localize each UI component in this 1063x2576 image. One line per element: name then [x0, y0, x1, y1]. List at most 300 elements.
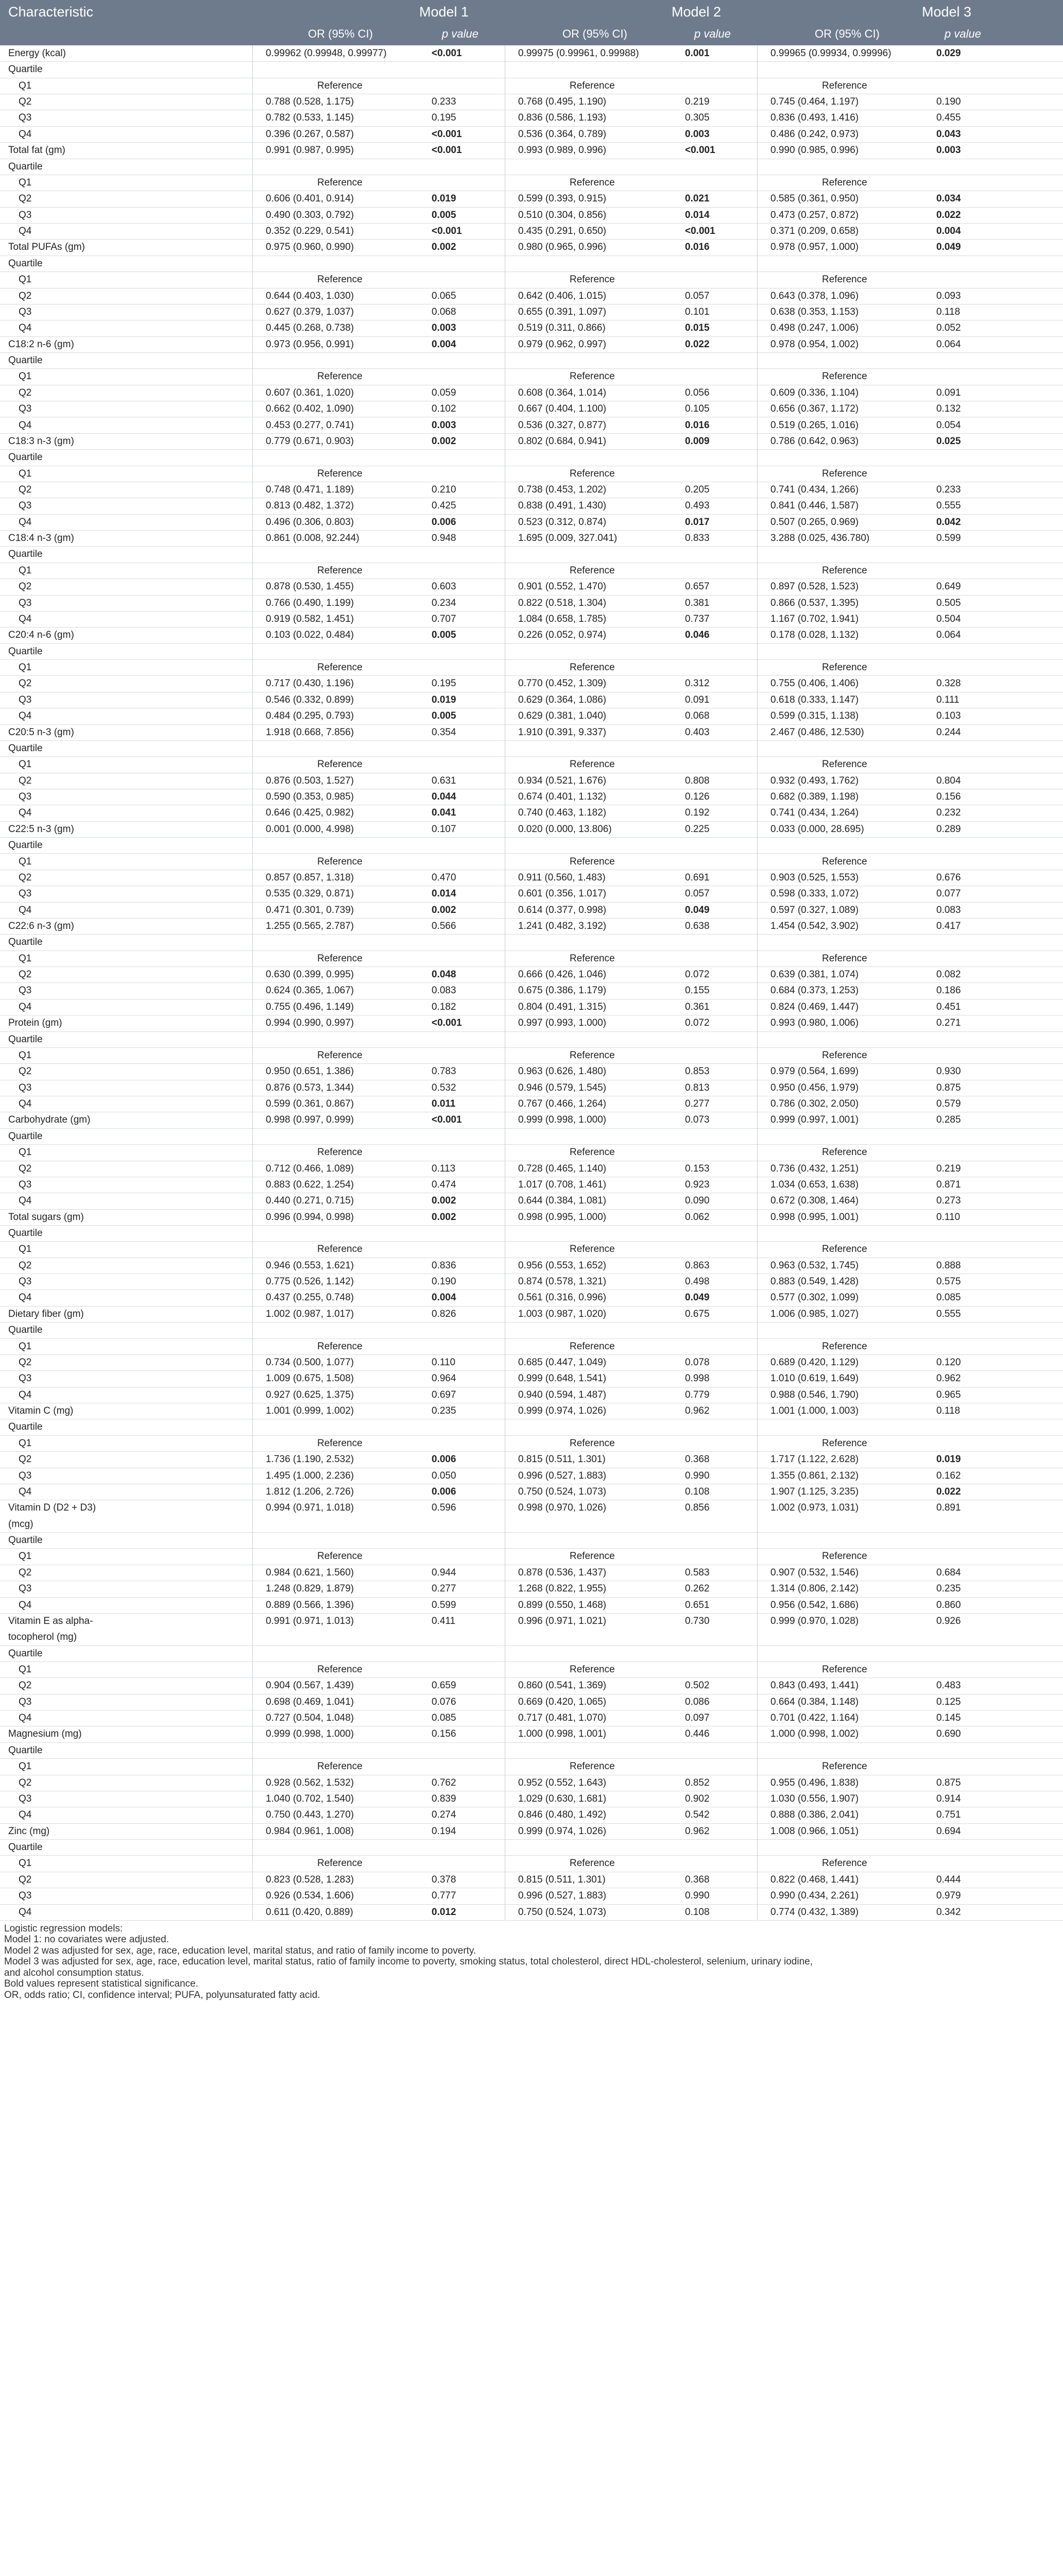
column-divider	[252, 1855, 253, 1871]
column-divider	[252, 659, 253, 675]
column-divider	[757, 1613, 758, 1646]
table-row	[0, 304, 1063, 320]
column-divider	[252, 223, 253, 239]
p-value-model-3: 0.120	[936, 1357, 961, 1368]
column-divider	[252, 1742, 253, 1758]
table-row	[0, 708, 1063, 724]
p-value-model-3: 0.004	[936, 226, 961, 237]
p-value-model-1: 0.210	[432, 484, 456, 495]
table-row	[0, 563, 1063, 579]
or-ci-model-2: 0.963 (0.626, 1.480)	[518, 1066, 607, 1077]
p-value-model-1: 0.532	[432, 1082, 456, 1093]
or-ci-model-3: 0.963 (0.532, 1.745)	[770, 1260, 859, 1271]
quartile-level: Q3	[19, 597, 32, 608]
table-row	[0, 1370, 1063, 1387]
or-ci-model-2: 0.899 (0.550, 1.468)	[518, 1599, 607, 1611]
column-divider	[252, 1872, 253, 1888]
p-value-model-1: 0.006	[432, 1454, 456, 1465]
p-value-model-1: 0.836	[432, 1260, 456, 1271]
or-ci-model-1: Reference	[317, 1761, 363, 1772]
table-row	[0, 886, 1063, 902]
p-value-model-3: 0.444	[936, 1874, 961, 1885]
or-ci-model-2: Reference	[570, 1551, 615, 1562]
column-divider	[252, 498, 253, 514]
table-row	[0, 1532, 1063, 1549]
variable-label: C18:2 n-6 (gm)	[8, 338, 74, 350]
or-ci-model-3: Reference	[822, 1664, 867, 1675]
p-value-model-2: 0.108	[685, 1906, 710, 1918]
or-ci-model-1: 1.812 (1.206, 2.726)	[266, 1486, 354, 1497]
or-ci-model-2: 0.822 (0.518, 1.304)	[518, 597, 607, 608]
variable-label: Total sugars (gm)	[8, 1211, 84, 1223]
p-value-model-3: 0.125	[936, 1696, 961, 1707]
p-value-model-2: 0.022	[685, 338, 710, 350]
or-ci-model-2: 1.000 (0.998, 1.001)	[518, 1728, 607, 1740]
column-divider	[252, 1758, 253, 1774]
or-ci-model-1: 1.002 (0.987, 1.017)	[266, 1308, 354, 1319]
p-value-model-1: 0.697	[432, 1389, 456, 1400]
p-value-model-3: 0.083	[936, 904, 961, 916]
quartile-level: Q4	[19, 1713, 32, 1724]
or-ci-model-3: 2.467 (0.486, 12.530)	[770, 726, 864, 738]
or-ci-model-1: 0.946 (0.553, 1.621)	[266, 1260, 354, 1271]
column-divider	[757, 1855, 758, 1871]
table-row	[0, 756, 1063, 773]
table-row	[0, 1354, 1063, 1371]
or-ci-model-1: Reference	[317, 953, 363, 964]
p-value-model-1: 0.102	[432, 403, 456, 415]
or-ci-model-3: 0.956 (0.542, 1.686)	[770, 1599, 859, 1611]
or-ci-model-1: Reference	[317, 1147, 363, 1158]
column-divider	[757, 1597, 758, 1613]
or-ci-model-2: 0.601 (0.356, 1.017)	[518, 888, 607, 900]
p-value-model-2: 0.502	[685, 1680, 710, 1691]
p-value-model-2: 0.056	[685, 387, 710, 398]
or-ci-model-1: Reference	[317, 1437, 363, 1449]
column-divider	[252, 1451, 253, 1467]
table-row	[0, 951, 1063, 967]
table-row	[0, 1225, 1063, 1242]
p-value-model-1: 0.596	[432, 1502, 456, 1514]
column-divider	[757, 401, 758, 417]
or-ci-model-2: 0.536 (0.327, 0.877)	[518, 419, 607, 431]
column-divider	[252, 1419, 253, 1435]
column-divider	[757, 1338, 758, 1354]
or-ci-model-2: Reference	[570, 1664, 615, 1675]
or-ci-model-3: 0.599 (0.315, 1.138)	[770, 710, 859, 722]
p-value-model-3: 0.118	[936, 306, 961, 317]
table-row	[0, 175, 1063, 191]
column-divider	[252, 1646, 253, 1662]
column-divider	[252, 595, 253, 611]
p-value-model-3: 0.235	[936, 1583, 961, 1595]
or-ci-model-1: Reference	[317, 759, 363, 770]
or-ci-model-2: Reference	[570, 274, 615, 285]
or-ci-model-2: Reference	[570, 856, 615, 867]
or-ci-model-1: Reference	[317, 1664, 363, 1675]
table-row	[0, 724, 1063, 741]
column-divider	[757, 1662, 758, 1677]
or-ci-model-1: 1.001 (0.999, 1.002)	[266, 1405, 354, 1417]
or-ci-model-1: Reference	[317, 1244, 363, 1255]
quartile-level: Q4	[19, 128, 32, 140]
variable-label: C18:4 n-3 (gm)	[8, 533, 74, 544]
or-ci-model-3: Reference	[822, 856, 867, 867]
p-value-model-3: 0.103	[936, 710, 961, 722]
or-ci-model-3: 1.167 (0.702, 1.941)	[770, 613, 859, 624]
table-row	[0, 126, 1063, 143]
column-divider	[252, 94, 253, 110]
or-ci-model-3: Reference	[822, 1244, 867, 1255]
table-row	[0, 1451, 1063, 1468]
column-divider	[252, 951, 253, 967]
or-ci-model-3: 0.701 (0.422, 1.164)	[770, 1713, 859, 1724]
p-value-model-2: 0.016	[685, 242, 710, 253]
or-ci-model-2: 0.804 (0.491, 1.315)	[518, 1001, 607, 1012]
or-ci-model-3: 1.001 (1.000, 1.003)	[770, 1405, 859, 1417]
column-divider	[252, 1468, 253, 1484]
column-divider	[757, 1015, 758, 1031]
or-ci-model-1: 0.994 (0.990, 0.997)	[266, 1018, 354, 1029]
quartile-level: Q4	[19, 613, 32, 624]
or-ci-model-1: 0.975 (0.960, 0.990)	[266, 242, 354, 253]
column-divider	[252, 336, 253, 352]
or-ci-model-2: 1.003 (0.987, 1.020)	[518, 1308, 607, 1319]
or-ci-model-1: 1.918 (0.668, 7.856)	[266, 726, 354, 738]
p-value-model-3: 0.232	[936, 807, 961, 819]
quartile-level: Q2	[19, 581, 32, 592]
p-value-model-3: 0.085	[936, 1292, 961, 1303]
column-divider	[252, 45, 253, 61]
column-divider	[757, 821, 758, 837]
column-divider	[252, 854, 253, 870]
or-ci-model-1: 1.040 (0.702, 1.540)	[266, 1793, 354, 1804]
or-ci-model-3: 0.664 (0.384, 1.148)	[770, 1696, 859, 1707]
table-row	[0, 546, 1063, 563]
column-divider	[757, 385, 758, 401]
quartile-label: Quartile	[8, 1033, 43, 1045]
p-value-model-1: 0.065	[432, 290, 456, 301]
p-value-model-3: 0.219	[936, 1163, 961, 1174]
column-divider	[757, 449, 758, 465]
column-divider	[252, 708, 253, 724]
column-divider	[757, 1047, 758, 1063]
or-ci-model-1: 0.984 (0.621, 1.560)	[266, 1567, 354, 1578]
or-ci-model-3: Reference	[822, 1858, 867, 1869]
column-divider	[757, 1031, 758, 1047]
or-ci-model-3: 1.008 (0.966, 1.051)	[770, 1825, 859, 1837]
table-header-row-1	[0, 0, 1063, 24]
p-value-model-3: 0.926	[936, 1615, 961, 1626]
p-value-model-1: 0.233	[432, 96, 456, 108]
column-divider	[757, 1080, 758, 1096]
column-divider	[757, 1758, 758, 1774]
or-ci-model-1: Reference	[317, 80, 363, 91]
or-ci-model-3: 0.498 (0.247, 1.006)	[770, 323, 859, 334]
table-row	[0, 1791, 1063, 1807]
or-ci-model-2: 0.020 (0.000, 13.806)	[518, 823, 612, 835]
column-divider	[252, 320, 253, 336]
p-value-model-2: 0.853	[685, 1066, 710, 1077]
or-ci-model-2: 0.911 (0.560, 1.483)	[518, 872, 606, 883]
p-value-model-1: <0.001	[432, 226, 462, 237]
column-divider	[252, 740, 253, 756]
column-divider	[252, 1597, 253, 1613]
or-ci-model-2: 0.997 (0.993, 1.000)	[518, 1018, 607, 1029]
or-ci-model-1: Reference	[317, 1049, 363, 1061]
table-row	[0, 159, 1063, 175]
p-value-model-1: 0.012	[432, 1906, 456, 1918]
column-divider	[757, 239, 758, 255]
or-ci-model-1: 0.876 (0.503, 1.527)	[266, 775, 354, 786]
table-row	[0, 1662, 1063, 1678]
p-value-model-1: 0.195	[432, 678, 456, 689]
or-ci-model-2: 0.901 (0.552, 1.470)	[518, 581, 607, 592]
or-ci-model-2: 0.996 (0.527, 1.883)	[518, 1890, 607, 1902]
or-ci-model-3: 0.883 (0.549, 1.428)	[770, 1276, 859, 1287]
quartile-level: Q1	[19, 953, 32, 964]
p-value-model-3: 0.285	[936, 1114, 961, 1126]
column-divider	[252, 1112, 253, 1128]
p-value-model-3: 0.504	[936, 613, 961, 624]
footnote-line: Model 2 was adjusted for sex, age, race, education level, marital status, and ratio of family income to poverty.	[4, 1945, 476, 1956]
column-divider	[757, 611, 758, 627]
table-row	[0, 1646, 1063, 1662]
or-ci-model-3: Reference	[822, 371, 867, 382]
quartile-label: Quartile	[8, 452, 43, 463]
or-ci-model-2: 0.878 (0.536, 1.437)	[518, 1567, 607, 1578]
column-divider	[252, 368, 253, 384]
column-divider	[252, 1128, 253, 1144]
or-ci-model-1: 0.606 (0.401, 0.914)	[266, 193, 354, 205]
p-value-model-1: 0.006	[432, 516, 456, 528]
or-ci-model-1: 1.495 (1.000, 2.236)	[266, 1470, 354, 1481]
table-row	[0, 1209, 1063, 1226]
column-divider	[757, 579, 758, 595]
p-value-model-2: 0.277	[685, 1098, 710, 1110]
quartile-level: Q4	[19, 1599, 32, 1611]
or-ci-model-3: 0.745 (0.464, 1.197)	[770, 96, 859, 108]
column-divider	[757, 1484, 758, 1500]
column-divider	[252, 934, 253, 950]
column-divider	[252, 1403, 253, 1419]
table-row	[0, 789, 1063, 805]
column-divider	[252, 1370, 253, 1386]
or-ci-model-3: 0.907 (0.532, 1.546)	[770, 1567, 859, 1578]
quartile-level: Q2	[19, 1680, 32, 1691]
quartile-level: Q3	[19, 985, 32, 996]
table-row	[0, 239, 1063, 256]
or-ci-model-2: 0.836 (0.586, 1.193)	[518, 112, 607, 124]
p-value-model-1: 0.002	[432, 1195, 456, 1207]
column-divider	[757, 61, 758, 77]
or-ci-model-3: Reference	[822, 177, 867, 188]
table-row	[0, 272, 1063, 288]
column-divider	[757, 1565, 758, 1581]
p-value-model-2: 0.312	[685, 678, 710, 689]
or-ci-model-1: 0.857 (0.857, 1.318)	[266, 872, 354, 883]
or-ci-model-2: 0.999 (0.648, 1.541)	[518, 1373, 607, 1384]
or-ci-model-3: 1.314 (0.806, 2.142)	[770, 1583, 859, 1595]
p-value-model-3: 0.575	[936, 1276, 961, 1287]
p-value-model-3: 0.930	[936, 1066, 961, 1077]
p-value-model-3: 0.694	[936, 1825, 961, 1837]
column-divider	[757, 368, 758, 384]
or-ci-model-1: 0.904 (0.567, 1.439)	[266, 1680, 354, 1691]
p-value-model-1: 0.005	[432, 710, 456, 722]
or-ci-model-2: 0.599 (0.393, 0.915)	[518, 193, 607, 205]
quartile-level: Q3	[19, 306, 32, 317]
table-row	[0, 142, 1063, 159]
quartile-level: Q4	[19, 904, 32, 916]
quartile-label: Quartile	[8, 161, 43, 172]
column-divider	[252, 1338, 253, 1354]
column-divider	[757, 78, 758, 94]
or-ci-model-2: 0.999 (0.974, 1.026)	[518, 1405, 607, 1417]
header-p-2: p value	[694, 27, 731, 40]
quartile-level: Q1	[19, 565, 32, 576]
p-value-model-1: 0.002	[432, 242, 456, 253]
column-divider	[757, 1419, 758, 1435]
or-ci-model-3: 0.978 (0.954, 1.002)	[770, 338, 859, 350]
p-value-model-1: 0.085	[432, 1713, 456, 1724]
or-ci-model-2: 0.999 (0.998, 1.000)	[518, 1114, 607, 1126]
column-divider	[757, 1177, 758, 1193]
or-ci-model-3: 0.736 (0.432, 1.251)	[770, 1163, 859, 1174]
p-value-model-3: 0.751	[936, 1809, 961, 1821]
column-divider	[252, 1839, 253, 1855]
column-divider	[252, 1710, 253, 1726]
p-value-model-3: 0.417	[936, 920, 961, 931]
header-model-3: Model 3	[922, 4, 972, 20]
column-divider	[252, 756, 253, 772]
or-ci-model-2: 0.874 (0.578, 1.321)	[518, 1276, 607, 1287]
or-ci-model-3: 0.841 (0.446, 1.587)	[770, 500, 859, 512]
p-value-model-3: 0.233	[936, 484, 961, 495]
or-ci-model-3: 0.672 (0.308, 1.464)	[770, 1195, 859, 1207]
or-ci-model-1: 0.717 (0.430, 1.196)	[266, 678, 354, 689]
quartile-label: Quartile	[8, 1535, 43, 1546]
column-divider	[252, 514, 253, 530]
p-value-model-1: 0.274	[432, 1809, 456, 1821]
quartile-label: Quartile	[8, 1325, 43, 1336]
column-divider	[757, 999, 758, 1015]
column-divider	[757, 1370, 758, 1386]
p-value-model-2: 0.808	[685, 775, 710, 786]
p-value-model-3: 0.064	[936, 630, 961, 641]
p-value-model-1: <0.001	[432, 48, 462, 59]
p-value-model-2: 0.014	[685, 209, 710, 221]
table-row	[0, 1322, 1063, 1338]
quartile-level: Q3	[19, 1179, 32, 1190]
column-divider	[757, 1354, 758, 1370]
or-ci-model-1: 0.437 (0.255, 0.748)	[266, 1292, 354, 1303]
table-row	[0, 595, 1063, 612]
variable-label: Protein (gm)	[8, 1018, 62, 1029]
or-ci-model-2: 0.846 (0.480, 1.492)	[518, 1809, 607, 1821]
quartile-level: Q3	[19, 1373, 32, 1384]
or-ci-model-2: Reference	[570, 1049, 615, 1061]
p-value-model-3: 0.022	[936, 1486, 961, 1497]
or-ci-model-3: 0.993 (0.980, 1.006)	[770, 1018, 859, 1029]
table-row	[0, 1758, 1063, 1775]
quartile-label: Quartile	[8, 1228, 43, 1239]
p-value-model-1: 0.599	[432, 1599, 456, 1611]
header-characteristic: Characteristic	[8, 4, 94, 20]
or-ci-model-1: 0.352 (0.229, 0.541)	[266, 226, 354, 237]
column-divider	[757, 272, 758, 287]
column-divider	[757, 1112, 758, 1128]
quartile-level: Q4	[19, 323, 32, 334]
p-value-model-3: 0.244	[936, 726, 961, 738]
footnote-line: OR, odds ratio; CI, confidence interval; PUFA, polyunsaturated fatty acid.	[4, 1989, 320, 2001]
p-value-model-3: 0.077	[936, 888, 961, 900]
p-value-model-2: 0.368	[685, 1874, 710, 1885]
column-divider	[757, 1775, 758, 1791]
p-value-model-2: 0.779	[685, 1389, 710, 1400]
column-divider	[252, 142, 253, 158]
p-value-model-2: 0.072	[685, 969, 710, 980]
or-ci-model-2: 0.629 (0.364, 1.086)	[518, 694, 607, 705]
p-value-model-1: 0.083	[432, 985, 456, 996]
quartile-level: Q4	[19, 1906, 32, 1918]
column-divider	[252, 1694, 253, 1710]
column-divider	[757, 1888, 758, 1904]
p-value-model-1: 0.048	[432, 969, 456, 980]
quartile-level: Q3	[19, 500, 32, 512]
or-ci-model-3: 0.888 (0.386, 2.041)	[770, 1809, 859, 1821]
p-value-model-2: 0.657	[685, 581, 710, 592]
or-ci-model-2: 0.738 (0.453, 1.202)	[518, 484, 607, 495]
table-row	[0, 1807, 1063, 1823]
or-ci-model-2: Reference	[570, 1244, 615, 1255]
p-value-model-1: 0.234	[432, 597, 456, 608]
table-row	[0, 1031, 1063, 1048]
or-ci-model-3: Reference	[822, 468, 867, 479]
or-ci-model-2: 1.241 (0.482, 3.192)	[518, 920, 607, 931]
table-row	[0, 385, 1063, 401]
p-value-model-3: 0.875	[936, 1777, 961, 1788]
or-ci-model-1: 0.782 (0.533, 1.145)	[266, 112, 354, 124]
footnote-line: and alcohol consumption status.	[4, 1967, 144, 1978]
column-divider	[252, 1613, 253, 1646]
table-row	[0, 78, 1063, 94]
quartile-level: Q2	[19, 193, 32, 205]
p-value-model-2: 0.446	[685, 1728, 710, 1740]
p-value-model-1: 0.005	[432, 209, 456, 221]
or-ci-model-1: 0.928 (0.562, 1.532)	[266, 1777, 354, 1788]
or-ci-model-1: 0.996 (0.994, 0.998)	[266, 1211, 354, 1223]
variable-label: C22:5 n-3 (gm)	[8, 823, 74, 835]
table-row	[0, 449, 1063, 466]
column-divider	[757, 1581, 758, 1597]
or-ci-model-1: Reference	[317, 468, 363, 479]
p-value-model-3: 0.555	[936, 500, 961, 512]
or-ci-model-3: 0.990 (0.434, 2.261)	[770, 1890, 859, 1902]
column-divider	[757, 1306, 758, 1322]
p-value-model-1: 0.113	[432, 1163, 456, 1174]
table-row	[0, 675, 1063, 692]
or-ci-model-3: 0.684 (0.373, 1.253)	[770, 985, 859, 996]
column-divider	[252, 563, 253, 579]
column-divider	[757, 1290, 758, 1306]
p-value-model-2: 0.068	[685, 710, 710, 722]
or-ci-model-1: 0.624 (0.365, 1.067)	[266, 985, 354, 996]
p-value-model-2: 0.852	[685, 1777, 710, 1788]
column-divider	[757, 854, 758, 870]
or-ci-model-1: 0.471 (0.301, 0.739)	[266, 904, 354, 916]
quartile-level: Q1	[19, 1664, 32, 1675]
